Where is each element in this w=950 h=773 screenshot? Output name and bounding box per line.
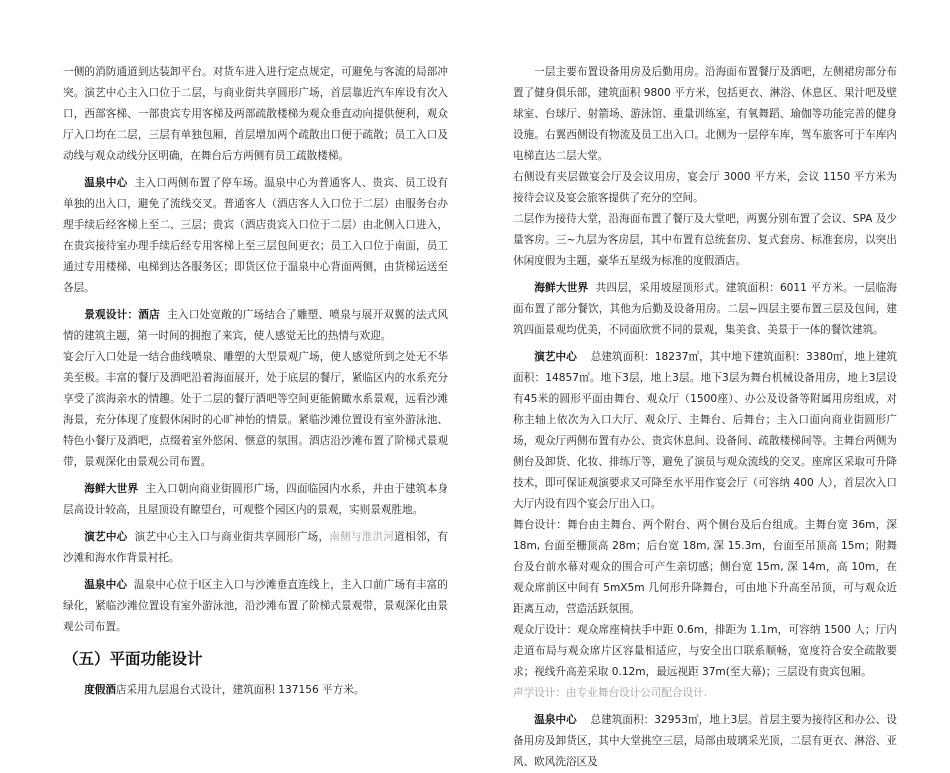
- seafood-world-text: 主入口朝向商业街圆形广场，四面临园内水系，并由于建筑本身层高设计较高，且屋顶设有瞭望台，可观整个园区内的景观，实则景观胜地。: [63, 483, 449, 516]
- lead-performance-plan: 演艺中心: [534, 351, 577, 363]
- lead-seafood-world-plan: 海鲜大世界: [534, 282, 589, 294]
- paragraph-hot-spring-circulation: [63, 173, 448, 299]
- paragraph-performance-landscape: [63, 527, 448, 569]
- lead-performance-center: 演艺中心: [84, 531, 128, 543]
- landscape-hotel-text: 主入口处宽敞的广场结合了雕塑、喷泉与展开双翼的法式风情的建筑主题，第一时间的拥抱了来宾，使人感觉无比的热情与欢迎。: [63, 309, 449, 342]
- lead-resort-hotel: 度假酒: [84, 684, 116, 696]
- hot-spring-circulation-text: 主入口两侧布置了停车场。温泉中心为普通客人、贵宾、员工设有单独的出入口，避免了流线交叉。普通客人（酒店客人入口位于二层）由服务台办理手续后经客梯上至二、三层；贵宾（酒店贵宾入口位于二层）由北侧入口进入，在贵宾接待室办理手续后经专用客梯上至三层包间更衣；员工入口位于南面，员工通过专用楼梯、电梯到达各服务区；即货区位于温泉中心背面两侧，由货梯运送至各层。: [63, 177, 449, 294]
- hot-spring-landscape-text: 温泉中心位于Ⅰ区主入口与沙滩垂直连线上，主入口前广场有丰富的绿化，紧临沙滩位置设有室外游泳池，沿沙滩布置了阶梯式景观带，景观深化由景观公司布置。: [63, 579, 448, 633]
- paragraph-seafood-world-plan: [513, 278, 897, 341]
- paragraph-hotel-ground-floor: 一层主要布置设备用房及后勤用房。沿海面布置餐厅及酒吧，左侧裙房部分布置了健身俱乐部，建筑面积 9800 平方米，包括更衣、淋浴、休息区、果汁吧及壁球室、台球厅、射箭场、游泳馆、重量训练室，有氧舞蹈、瑜伽等功能完善的健身设施。右翼西侧设有物流及员工出入口。北侧为一层停车库，驾车旅客可于车库内电梯直达二层大堂。: [513, 66, 897, 162]
- paragraph-banquet-plaza: 宴会厅入口处是一结合曲线喷泉、雕塑的大型景观广场，使人感觉所到之处无不华美至极。丰富的餐厅及酒吧沿着海面展开，处于底层的餐厅，紧临区内的水系充分享受了滨海亲水的情趣。处于二层的餐厅酒吧等空间更能俯瞰水系景观，远看沙滩海景，充分体现了度假休闲时的心旷神怡的情景。紧临沙滩位置设有室外游泳池、特色小餐厅及酒吧，点缀着室外悠闲、惬意的氛围。酒店沿沙滩布置了阶梯式景观带，景观深化由景观公司布置。: [63, 351, 448, 468]
- section-heading-plan-design: （五）平面功能设计: [63, 650, 203, 668]
- right-column: [513, 62, 897, 773]
- lead-seafood-world: 海鲜大世界: [84, 483, 139, 495]
- lead-hot-spring-landscape: 温泉中心: [84, 579, 128, 591]
- lead-landscape-hotel: 景观设计：酒店: [84, 309, 160, 321]
- performance-landscape-text-b: 道相邻，有沙滩和海水作背景衬托。: [63, 531, 449, 564]
- paragraph-performance-plan: [513, 347, 897, 515]
- paragraph-resort-hotel: [63, 680, 448, 701]
- performance-landscape-text-a: 演艺中心主入口与商业街共享圆形广场，: [134, 531, 330, 543]
- paragraph-acoustic-design: 声学设计：由专业舞台设计公司配合设计.: [513, 687, 708, 699]
- paragraph-banquet-mezzanine: 右侧设有夹层做宴会厅及会议用房，宴会厅 3000 平方米，会议 1150 平方米为接待会议及宴会旅客提供了充分的空间。: [513, 171, 897, 204]
- paragraph-hot-spring-plan: [513, 710, 897, 773]
- paragraph-hot-spring-landscape: [63, 575, 448, 638]
- paragraph-loading-dock: 一侧的消防通道到达装卸平台。对货车进入进行定点规定，可避免与客流的局部冲突。演艺中心主入口位于二层，与商业街共享圆形广场，首层靠近汽车库设有次入口，西部客梯、一部贵宾专用客梯及两部疏散楼梯为观众垂直动向提供便利，观众厅入口均在二层，三层有单独包厢，首层增加两个疏散出口便于疏散；员工入口及动线与观众动线分区明确，在舞台后方两侧有员工疏散楼梯。: [63, 66, 448, 162]
- paragraph-stage-design: 舞台设计：舞台由主舞台、两个附台、两个侧台及后台组成。主舞台宽 36m，深 18m, 台面至栅顶高 28m；后台宽 18m, 深 15.3m，台面至吊顶高 15m；附舞台及台前水幕对观众的围合可产生亲切感；侧台宽 15m, 深 14m，高 10m，在观众席前区中间有 5mX5m 几何形升降舞台，可由地下升高至吊顶，可与观众近距离互动，营造活跃氛围。: [513, 519, 897, 615]
- paragraph-landscape-hotel: [63, 305, 448, 347]
- resort-hotel-text: 店采用九层退台式设计，建筑面积 137156 平方米。: [115, 684, 365, 696]
- paragraph-seafood-world: [63, 479, 448, 521]
- paragraph-lobby-guestrooms: 二层作为接待大堂，沿海面布置了餐厅及大堂吧，两翼分别布置了会议、SPA 及少量客房。三~九层为客房层，其中布置有总统套房、复式套房、标准套房，以突出休闲度假为主题，豪华五星级为标准的度假酒店。: [513, 213, 897, 267]
- seafood-world-plan-text: 共四层，采用坡屋顶形式。建筑面积：6011 平方米。一层临海面布置了部分餐饮，其他为后勤及设备用房。二层~四层主要布置三层及包间，建筑四面景观均优美，不同面欣赏不同的景观，集美食、美景于一体的餐饮建筑。: [513, 282, 897, 336]
- hot-spring-plan-text: 总建筑面积：32953㎡，地上3层。首层主要为接待区和办公、设备用房及卸货区，其中大堂挑空三层，局部由玻璃采光顶，二层有更衣、淋浴、亚风、欧风洗浴区及: [513, 714, 897, 768]
- lead-hot-spring-center: 温泉中心: [84, 177, 128, 189]
- left-column: [63, 62, 448, 701]
- performance-landscape-text-gray: 南侧与淮洪河: [329, 531, 395, 543]
- lead-hot-spring-plan: 温泉中心: [534, 714, 577, 726]
- performance-plan-text: 总建筑面积：18237㎡，其中地下建筑面积：3380㎡，地上建筑面积：14857㎡。地下3层，地上3层。地下3层为舞台机械设备用房，地上3层设有45米的圆形平面由舞台、观众厅（1500座）、办公及设备等附属用房组成，对称主轴上依次为入口大厅、观众厅、主舞台、后舞台；主入口面向商业街圆形广场，观众厅两侧布置有办公、贵宾休息间、设备间、疏散楼梯间等。主舞台两侧为侧台及卸货、化妆、排练厅等，避免了演员与观众流线的交叉。座席区采取可升降技术，即可保证观演要求又可降至水平用作宴会厅（可容纳 400 人），首层次入口大厅内设有四个宴会厅出入口。: [513, 351, 897, 510]
- paragraph-auditorium-design: 观众厅设计：观众席座椅扶手中距 0.6m，排距为 1.1m，可容纳 1500 人；厅内走道布局与观众席片区容量相适应，与安全出口联系顺畅，宽度符合安全疏散要求；视线升高差采取 0.12m，最远视距 37m(至大幕)；三层设有贵宾包厢。: [513, 624, 897, 678]
